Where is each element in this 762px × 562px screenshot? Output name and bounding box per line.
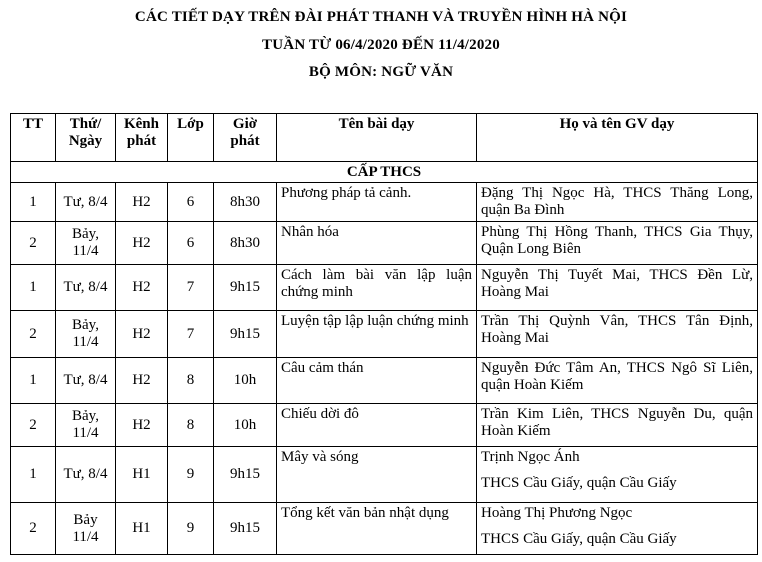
cell-tt: 2 xyxy=(11,404,56,447)
cell-time: 10h xyxy=(214,358,277,404)
cell-channel: H1 xyxy=(116,447,168,503)
cell-time: 9h15 xyxy=(214,265,277,311)
subject-title: BỘ MÔN: NGỮ VĂN xyxy=(308,64,454,80)
cell-time: 9h15 xyxy=(214,503,277,555)
cell-tt: 2 xyxy=(11,222,56,265)
cell-day: Bảy, 11/4 xyxy=(56,311,116,358)
cell-teacher: Đặng Thị Ngọc Hà, THCS Thăng Long, quận Ba Đình xyxy=(477,183,758,222)
cell-lesson: Chiếu dời đô xyxy=(277,404,477,447)
col-header-time: Giờ phát xyxy=(214,114,277,162)
cell-day: Bảy 11/4 xyxy=(56,503,116,555)
teacher-school: THCS Cầu Giấy, quận Cầu Giấy xyxy=(481,475,677,491)
table-row xyxy=(11,404,758,447)
document-title: CÁC TIẾT DẠY TRÊN ĐÀI PHÁT THANH VÀ TRUYỀN HÌNH HÀ NỘI xyxy=(134,9,628,25)
teacher-school: THCS Cầu Giấy, quận Cầu Giấy xyxy=(481,531,677,547)
cell-teacher: Trần Kim Liên, THCS Nguyễn Du, quận Hoàn Kiếm xyxy=(477,404,758,447)
cell-day: Tư, 8/4 xyxy=(56,265,116,311)
cell-time: 8h30 xyxy=(214,183,277,222)
table-row xyxy=(11,265,758,311)
cell-lesson: Câu cảm thán xyxy=(277,358,477,404)
cell-grade: 6 xyxy=(168,183,214,222)
cell-teacher: Nguyễn Thị Tuyết Mai, THCS Đền Lừ, Hoàng Mai xyxy=(477,265,758,311)
cell-grade: 6 xyxy=(168,222,214,265)
cell-time: 8h30 xyxy=(214,222,277,265)
cell-day: Bảy, 11/4 xyxy=(56,222,116,265)
section-label: CẤP THCS xyxy=(11,162,758,183)
table-header xyxy=(11,114,758,162)
cell-time: 10h xyxy=(214,404,277,447)
table-row xyxy=(11,311,758,358)
col-header-teacher: Họ và tên GV dạy xyxy=(477,114,758,162)
cell-lesson: Cách làm bài văn lập luận chứng minh xyxy=(277,265,477,311)
teacher-name: Hoàng Thị Phương Ngọc xyxy=(481,505,633,521)
cell-channel: H2 xyxy=(116,311,168,358)
col-header-grade: Lớp xyxy=(168,114,214,162)
cell-teacher xyxy=(477,503,758,555)
cell-channel: H2 xyxy=(116,265,168,311)
cell-lesson: Nhân hóa xyxy=(277,222,477,265)
section-row xyxy=(11,162,758,183)
cell-channel: H2 xyxy=(116,222,168,265)
cell-lesson: Luyện tập lập luận chứng minh xyxy=(277,311,477,358)
cell-day: Tư, 8/4 xyxy=(56,447,116,503)
cell-teacher: Phùng Thị Hồng Thanh, THCS Gia Thụy, Quận Long Biên xyxy=(477,222,758,265)
cell-teacher xyxy=(477,447,758,503)
cell-tt: 1 xyxy=(11,447,56,503)
cell-grade: 7 xyxy=(168,265,214,311)
table-body xyxy=(11,162,758,555)
header-row xyxy=(11,114,758,162)
schedule-table xyxy=(10,113,758,555)
cell-channel: H1 xyxy=(116,503,168,555)
cell-tt: 2 xyxy=(11,503,56,555)
cell-channel: H2 xyxy=(116,404,168,447)
cell-tt: 1 xyxy=(11,183,56,222)
cell-grade: 9 xyxy=(168,503,214,555)
cell-day: Tư, 8/4 xyxy=(56,183,116,222)
cell-tt: 1 xyxy=(11,358,56,404)
cell-grade: 9 xyxy=(168,447,214,503)
cell-lesson: Tổng kết văn bản nhật dụng xyxy=(277,503,477,555)
table-row xyxy=(11,358,758,404)
cell-time: 9h15 xyxy=(214,447,277,503)
cell-lesson: Phương pháp tả cảnh. xyxy=(277,183,477,222)
cell-channel: H2 xyxy=(116,183,168,222)
cell-channel: H2 xyxy=(116,358,168,404)
col-header-channel: Kênh phát xyxy=(116,114,168,162)
col-header-day: Thứ/ Ngày xyxy=(56,114,116,162)
table-row xyxy=(11,503,758,555)
cell-day: Tư, 8/4 xyxy=(56,358,116,404)
cell-day: Bảy, 11/4 xyxy=(56,404,116,447)
col-header-tt: TT xyxy=(11,114,56,162)
cell-teacher: Nguyễn Đức Tâm An, THCS Ngô Sĩ Liên, quận Hoàn Kiếm xyxy=(477,358,758,404)
cell-grade: 8 xyxy=(168,358,214,404)
table-row xyxy=(11,222,758,265)
col-header-lesson: Tên bài dạy xyxy=(277,114,477,162)
cell-teacher: Trần Thị Quỳnh Vân, THCS Tân Định, Hoàng Mai xyxy=(477,311,758,358)
cell-grade: 8 xyxy=(168,404,214,447)
cell-grade: 7 xyxy=(168,311,214,358)
cell-tt: 2 xyxy=(11,311,56,358)
table-row xyxy=(11,447,758,503)
week-range-title: TUẦN TỪ 06/4/2020 ĐẾN 11/4/2020 xyxy=(262,37,500,53)
cell-time: 9h15 xyxy=(214,311,277,358)
cell-tt: 1 xyxy=(11,265,56,311)
cell-lesson: Mây và sóng xyxy=(277,447,477,503)
table-row xyxy=(11,183,758,222)
teacher-name: Trịnh Ngọc Ánh xyxy=(481,449,580,465)
